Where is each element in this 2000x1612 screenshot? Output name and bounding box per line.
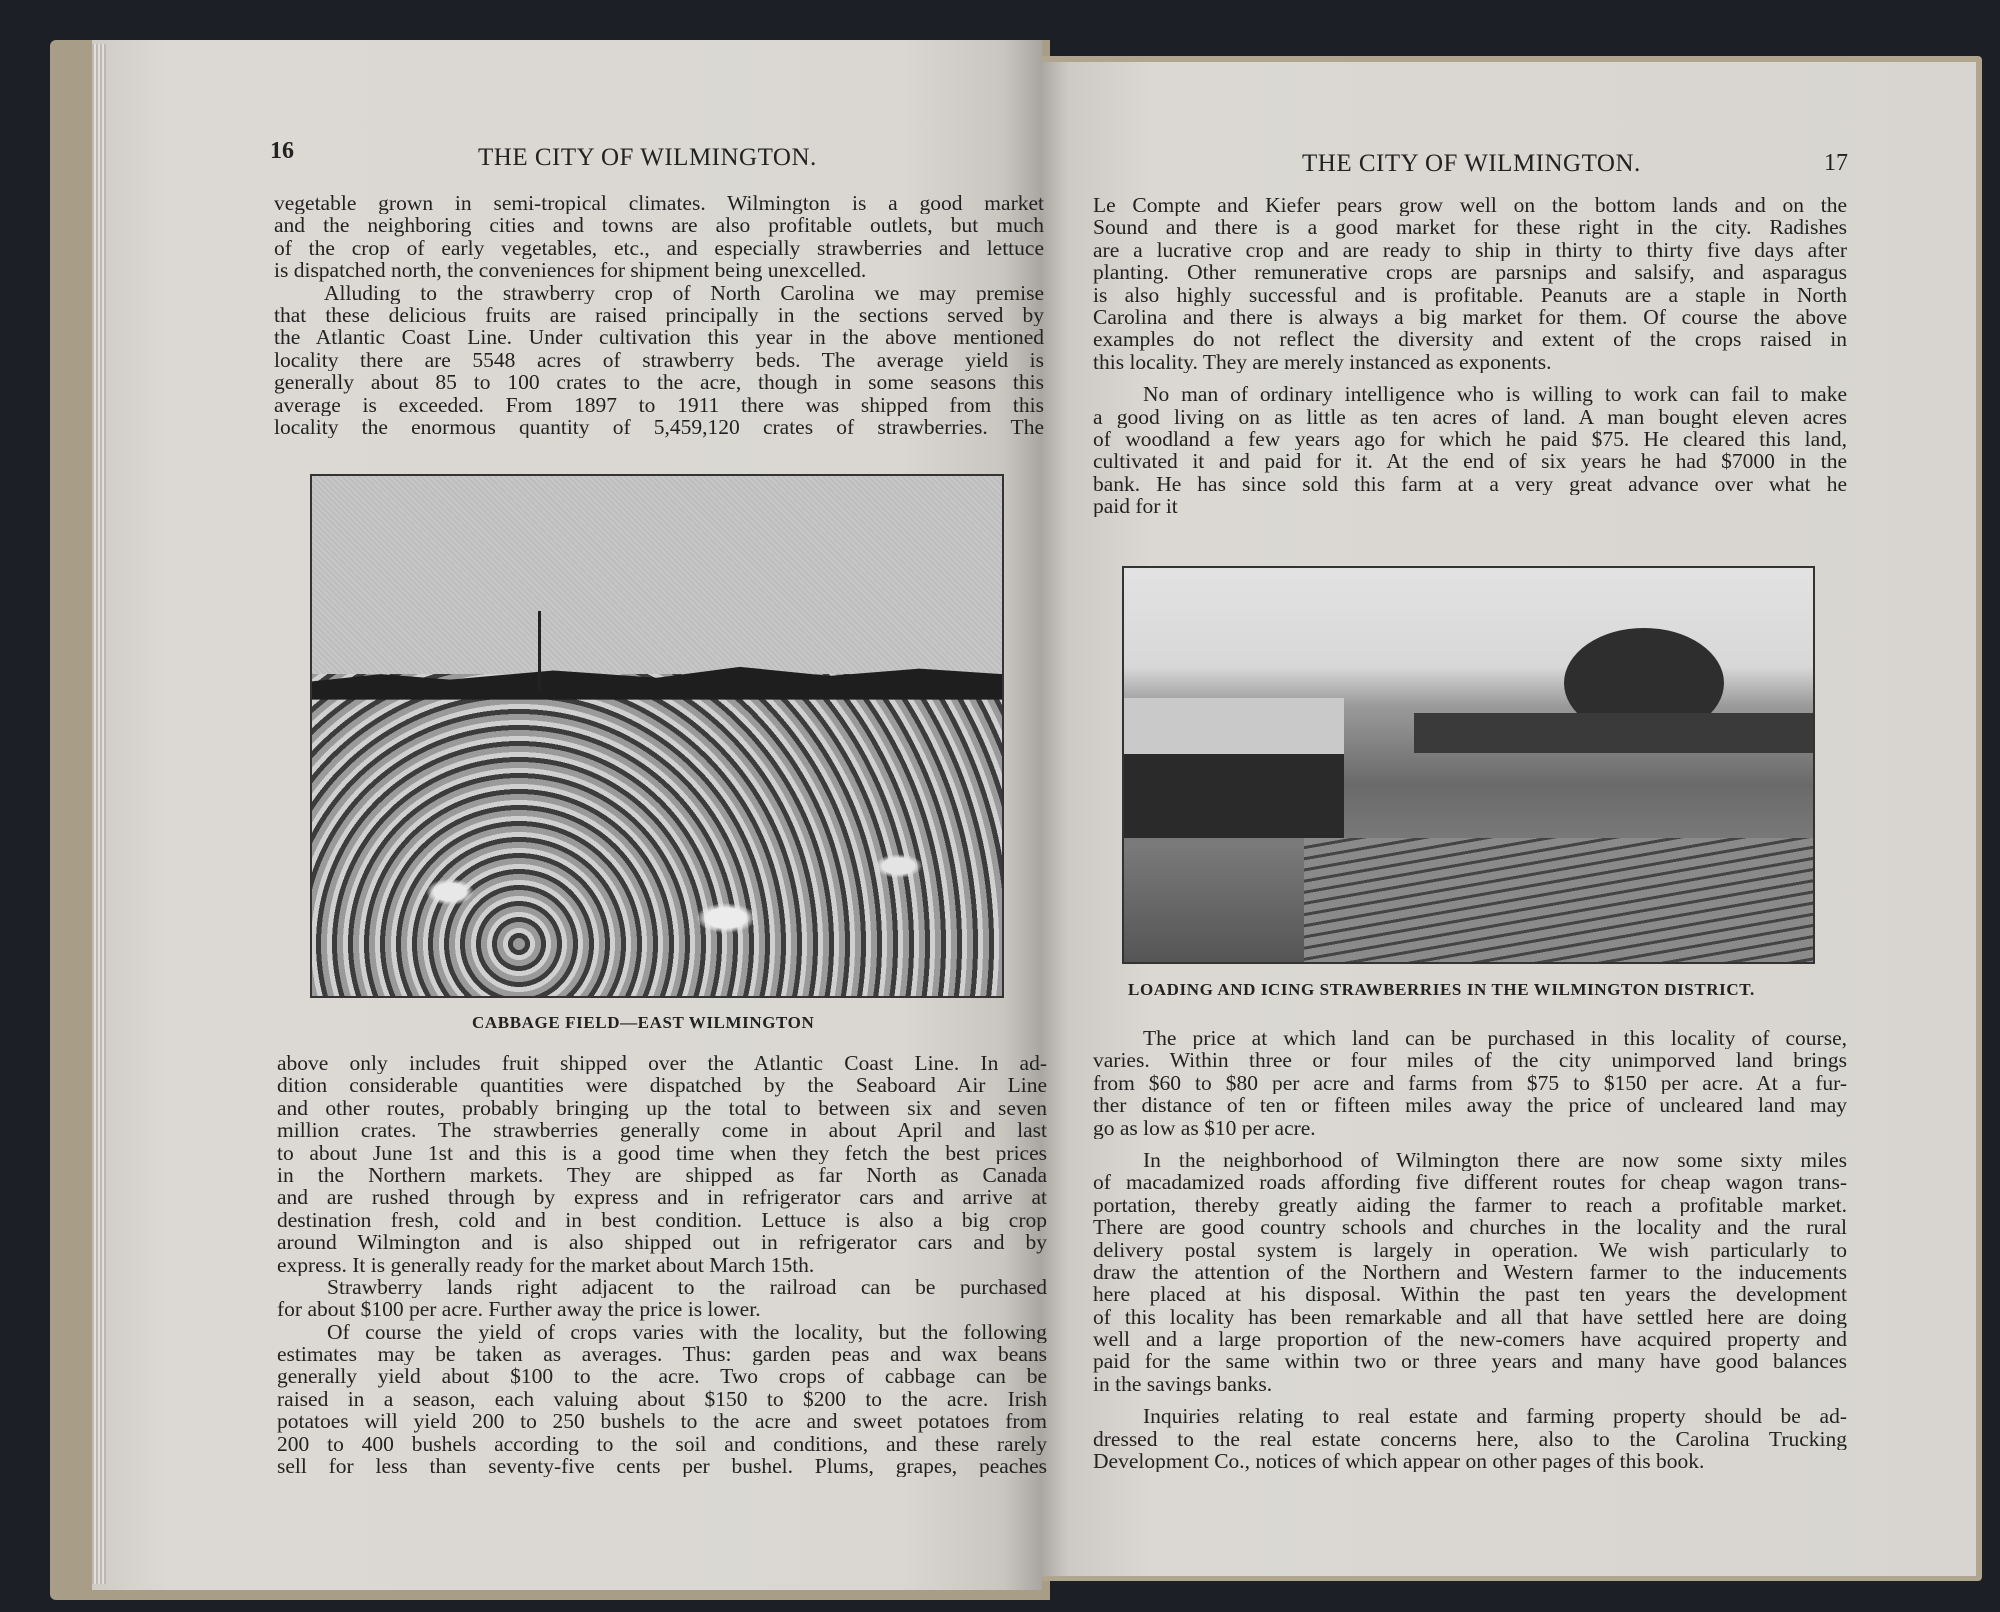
text-line: are a lucrative crop and are ready to ship in thirty to thirty five days after xyxy=(1093,238,1847,262)
text-line: paid for it xyxy=(1093,495,1178,518)
text-line: express. It is generally ready for the market about March 15th. xyxy=(277,1253,815,1276)
text-line: generally yield about $100 to the acre. Two crops of cabbage can be xyxy=(277,1365,1047,1388)
text-line: and other routes, probably bringing up the total to between six and seven xyxy=(277,1096,1047,1120)
text-line: ther distance of ten or fifteen miles away the price of uncleared land may xyxy=(1093,1094,1847,1117)
text-line: from $60 to $80 per acre and farms from $75 to $150 per acre. At a fur- xyxy=(1093,1071,1847,1095)
text-line: dition considerable quantities were dispatched by the Seaboard Air Line xyxy=(277,1074,1047,1097)
text-line: Inquiries relating to real estate and farming property should be ad- xyxy=(1143,1405,1847,1428)
text-line: estimates may be taken as averages. Thus: garden peas and wax beans xyxy=(277,1343,1047,1366)
text-line: draw the attention of the Northern and Western farmer to the inducements xyxy=(1093,1260,1847,1284)
text-line: the Atlantic Coast Line. Under cultivation this year in the above mentioned xyxy=(274,326,1044,349)
page-edges xyxy=(92,44,106,1584)
photo-pole xyxy=(538,611,541,691)
text-line: of macadamized roads affording five different routes for cheap wagon trans- xyxy=(1093,1171,1847,1194)
text-line: Carolina and there is always a big market for them. Of course the above xyxy=(1093,305,1847,329)
text-line: dressed to the real estate concerns here, also to the Carolina Trucking xyxy=(1093,1427,1847,1451)
text-line: locality there are 5548 acres of strawberry beds. The average yield is xyxy=(274,348,1044,372)
text-line: 200 to 400 bushels according to the soil and conditions, and these rarely xyxy=(277,1432,1047,1456)
text-line: sell for less than seventy-five cents per bushel. Plums, grapes, peaches xyxy=(277,1455,1047,1478)
text-line: planting. Other remunerative crops are parsnips and salsify, and asparagus xyxy=(1093,261,1847,284)
text-line: Le Compte and Kiefer pears grow well on the bottom lands and on the xyxy=(1093,194,1847,217)
text-line: around Wilmington and is also shipped out in refrigerator cars and by xyxy=(277,1231,1047,1254)
loading-strawberries-photo xyxy=(1122,566,1815,964)
text-line: Sound and there is a good market for these right in the city. Radishes xyxy=(1093,216,1847,239)
text-line: Strawberry lands right adjacent to the railroad can be purchased xyxy=(327,1275,1047,1299)
text-line: go as low as $10 per acre. xyxy=(1093,1116,1316,1139)
paragraph xyxy=(1093,194,1847,373)
text-line: in the Northern markets. They are shipped as far North as Canada xyxy=(277,1163,1047,1187)
running-head-left: THE CITY OF WILMINGTON. xyxy=(478,144,817,171)
text-line: average is exceeded. From 1897 to 1911 there was shipped from this xyxy=(274,393,1044,416)
text-line: Development Co., notices of which appear on other pages of this book. xyxy=(1093,1450,1705,1473)
text-line: well and a large proportion of the new-comers have acquired property and xyxy=(1093,1328,1847,1351)
text-line: of woodland a few years ago for which he paid $75. He cleared this land, xyxy=(1093,427,1847,451)
cabbage-field-photo xyxy=(310,474,1004,998)
right-bottom-text xyxy=(1093,1027,1847,1472)
text-line: to about June 1st and this is a good time when they fetch the best prices xyxy=(277,1141,1047,1164)
left-bottom-text xyxy=(277,1052,1047,1477)
paragraph xyxy=(277,1052,1047,1276)
right-top-text xyxy=(1093,194,1847,517)
text-line: in the savings banks. xyxy=(1093,1372,1273,1396)
text-line: raised in a season, each valuing about $150 to $200 to the acre. Irish xyxy=(277,1387,1047,1411)
loading-photo-caption: LOADING AND ICING STRAWBERRIES IN THE WILMINGTON DISTRICT. xyxy=(1128,980,1755,999)
text-line: Of course the yield of crops varies with the locality, but the following xyxy=(327,1320,1047,1344)
text-line: that these delicious fruits are raised principally in the sections served by xyxy=(274,303,1044,327)
photo-railcars xyxy=(1414,713,1814,753)
paragraph xyxy=(274,192,1044,282)
text-line: for about $100 per acre. Further away the price is lower. xyxy=(277,1298,761,1321)
text-line: and the neighboring cities and towns are also profitable outlets, but much xyxy=(274,214,1044,237)
text-line: varies. Within three or four miles of the city unimporved land brings xyxy=(1093,1049,1847,1072)
page-number-left: 16 xyxy=(270,138,294,164)
paragraph xyxy=(1093,383,1847,517)
text-line: million crates. The strawberries generally come in about April and last xyxy=(277,1119,1047,1142)
running-head-right: THE CITY OF WILMINGTON. xyxy=(1302,150,1641,177)
photo-tracks xyxy=(1304,838,1814,962)
text-line: cultivated it and paid for it. At the end of six years he had $7000 in the xyxy=(1093,450,1847,473)
text-line: is dispatched north, the conveniences for shipment being unexcelled. xyxy=(274,259,867,282)
text-line: above only includes fruit shipped over the Atlantic Coast Line. In ad- xyxy=(277,1052,1047,1075)
paragraph xyxy=(1093,1149,1847,1395)
paragraph xyxy=(277,1276,1047,1321)
cabbage-photo-caption: CABBAGE FIELD—EAST WILMINGTON xyxy=(472,1013,815,1032)
text-line: vegetable grown in semi-tropical climates. Wilmington is a good market xyxy=(274,192,1044,215)
text-line: destination fresh, cold and in best condition. Lettuce is also a big crop xyxy=(277,1208,1047,1232)
text-line: examples do not reflect the diversity and extent of the crops raised in xyxy=(1093,328,1847,351)
text-line: There are good country schools and churches in the locality and the rural xyxy=(1093,1216,1847,1239)
text-line: and are rushed through by express and in refrigerator cars and arrive at xyxy=(277,1186,1047,1209)
text-line: bank. He has since sold this farm at a very great advance over what he xyxy=(1093,472,1847,496)
text-line: here placed at his disposal. Within the past ten years the development xyxy=(1093,1283,1847,1306)
text-line: In the neighborhood of Wilmington there are now some sixty miles xyxy=(1143,1148,1847,1172)
text-line: potatoes will yield 200 to 250 bushels to the acre and sweet potatoes from xyxy=(277,1410,1047,1433)
text-line: is also highly successful and is profitable. Peanuts are a staple in North xyxy=(1093,283,1847,306)
text-line: The price at which land can be purchased in this locality of course, xyxy=(1143,1027,1847,1050)
photo-sky xyxy=(312,476,1002,674)
page-number-right: 17 xyxy=(1824,150,1848,176)
photo-icehouse xyxy=(1124,698,1344,838)
left-top-text xyxy=(274,192,1044,438)
text-line: this locality. They are merely instanced as exponents. xyxy=(1093,350,1552,374)
text-line: delivery postal system is largely in operation. We wish particularly to xyxy=(1093,1238,1847,1261)
text-line: paid for the same within two or three years and many have good balances xyxy=(1093,1350,1847,1373)
text-line: Alluding to the strawberry crop of North Carolina we may premise xyxy=(324,281,1044,304)
paragraph xyxy=(274,282,1044,439)
text-line: No man of ordinary intelligence who is willing to work can fail to make xyxy=(1143,383,1847,406)
paragraph xyxy=(1093,1405,1847,1472)
text-line: locality the enormous quantity of 5,459,120 crates of strawberries. The xyxy=(274,415,1044,439)
text-line: of this locality has been remarkable and all that have settled here are doing xyxy=(1093,1305,1847,1329)
text-line: portation, thereby greatly aiding the farmer to reach a profitable market. xyxy=(1093,1193,1847,1217)
text-line: a good living on as little as ten acres of land. A man bought eleven acres xyxy=(1093,405,1847,428)
text-line: of the crop of early vegetables, etc., and especially strawberries and lettuce xyxy=(274,236,1044,260)
paragraph xyxy=(277,1321,1047,1478)
text-line: generally about 85 to 100 crates to the acre, though in some seasons this xyxy=(274,371,1044,394)
paragraph xyxy=(1093,1027,1847,1139)
